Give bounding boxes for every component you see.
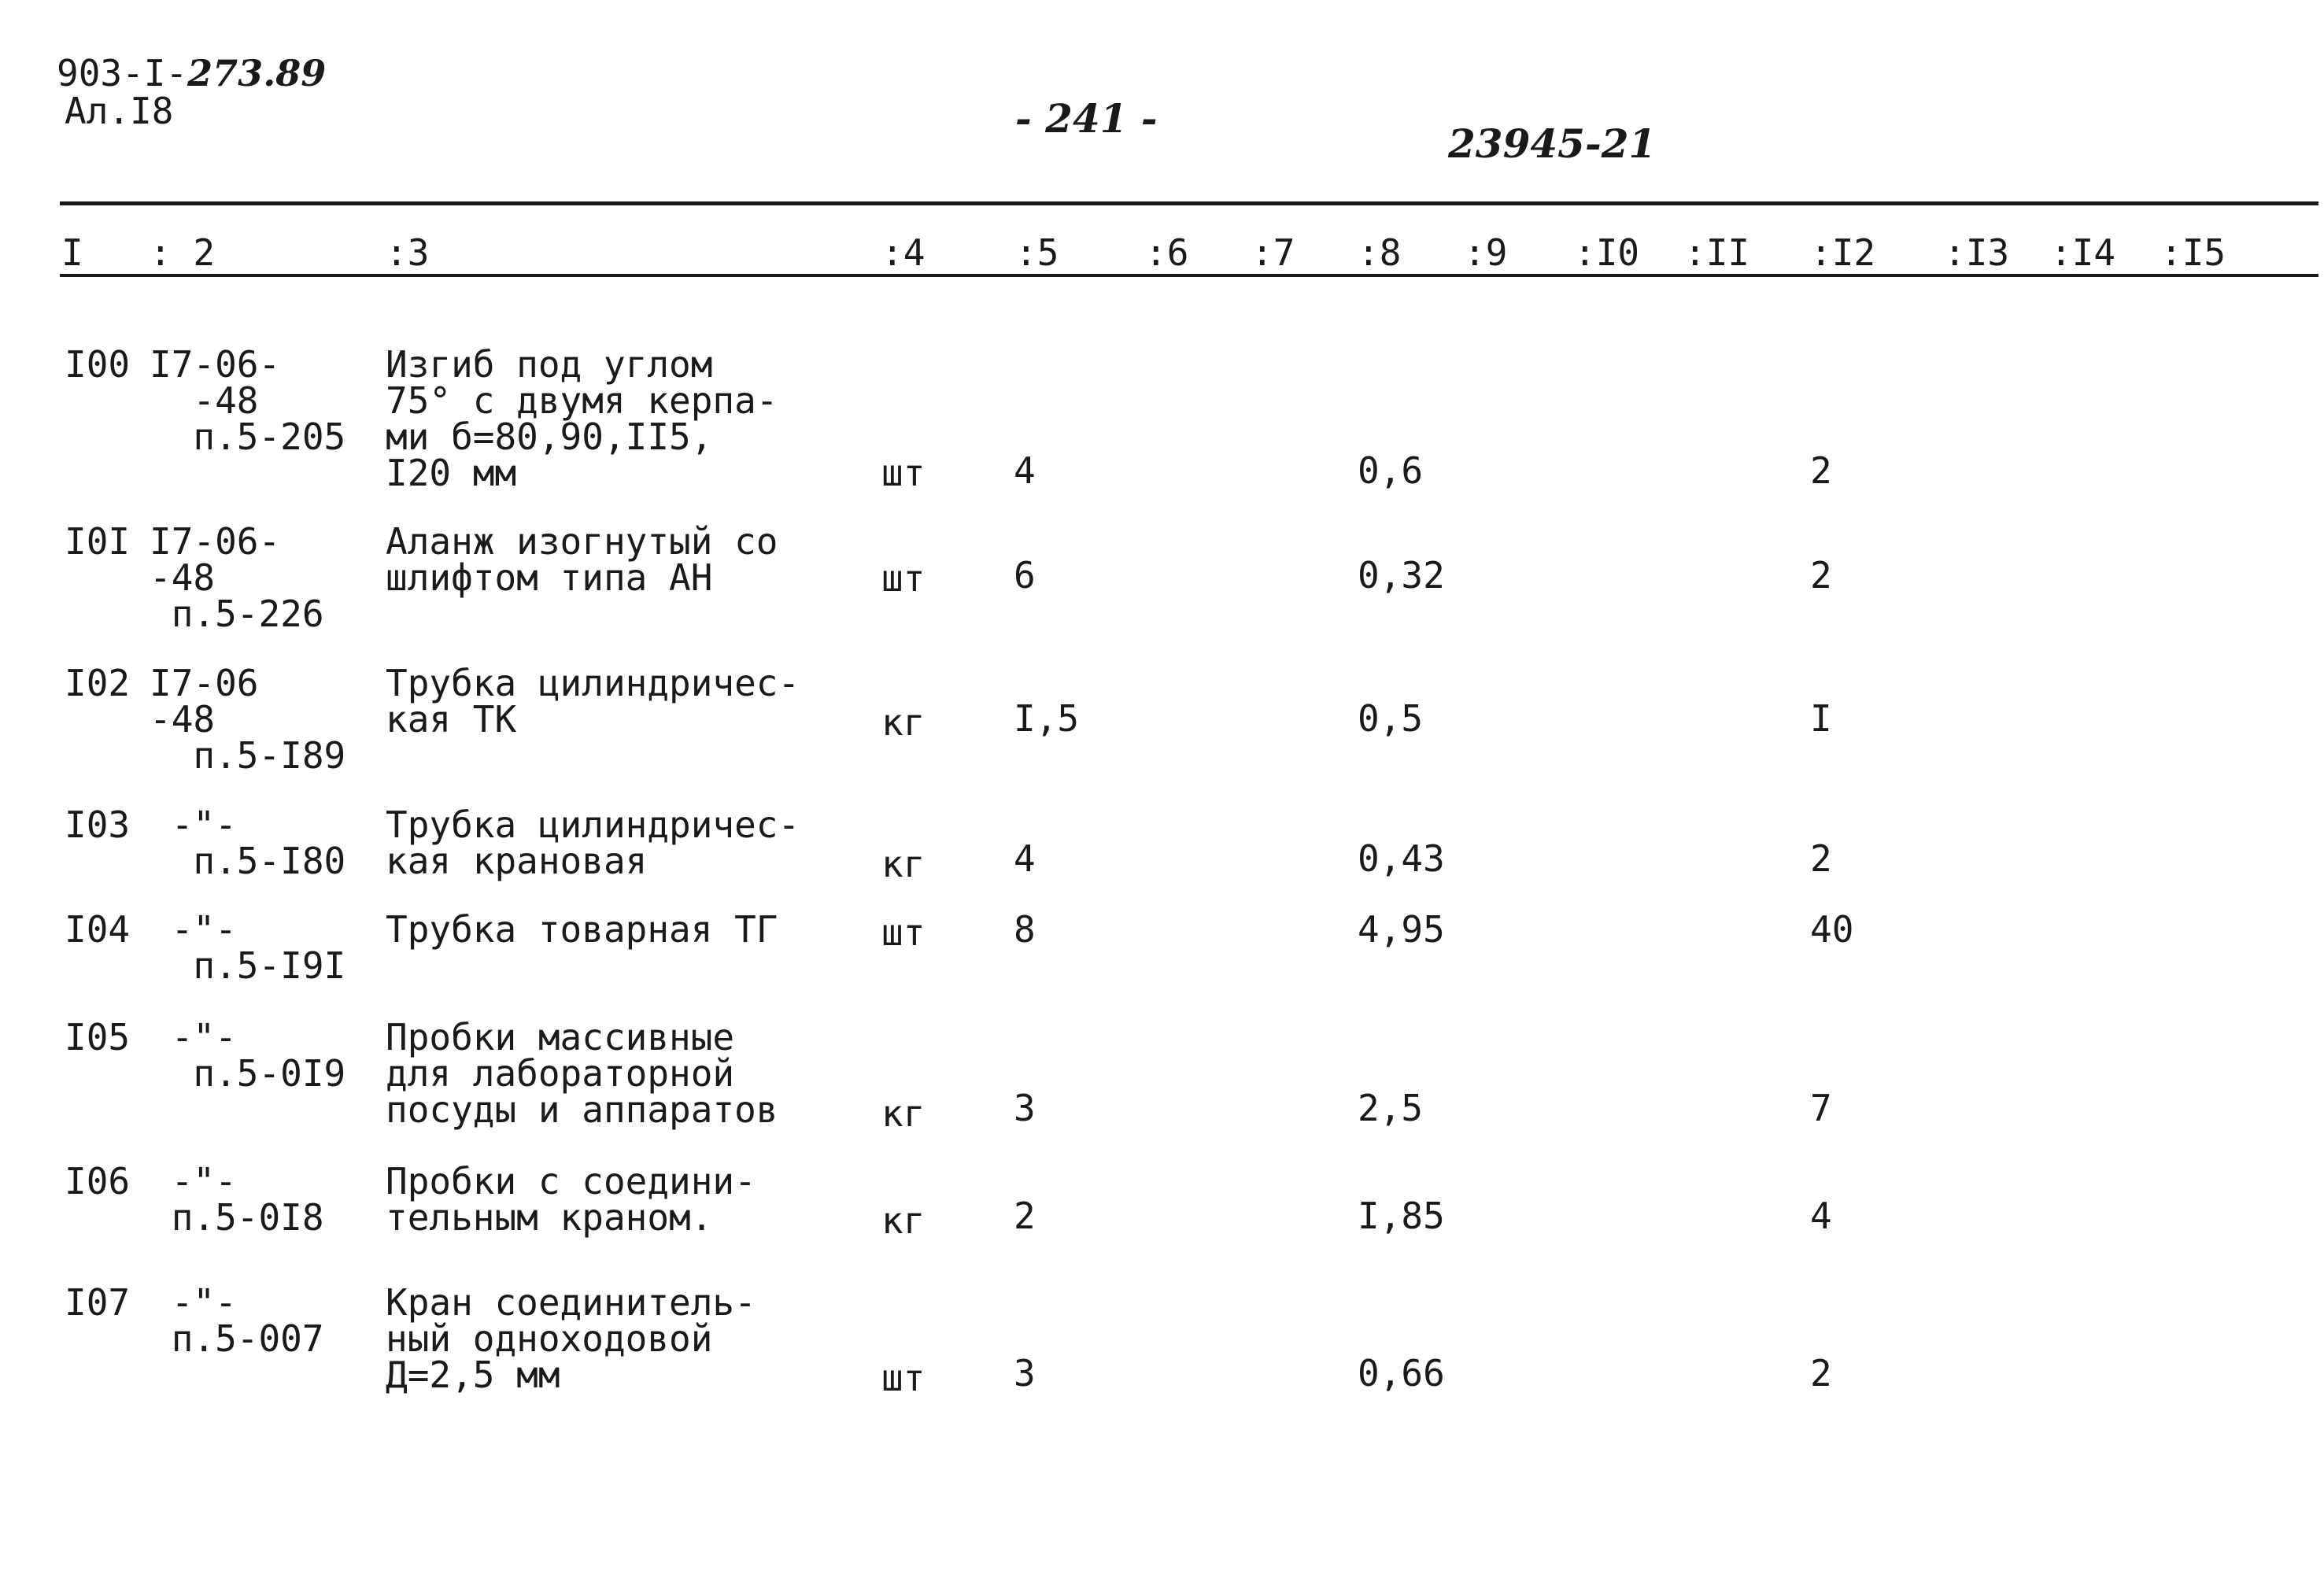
top-rule xyxy=(60,201,2318,205)
row-quantity: 4 xyxy=(1014,449,1036,492)
document-code xyxy=(57,52,327,94)
col-header-3: :3 xyxy=(386,231,430,274)
row-col12: 40 xyxy=(1810,908,1854,951)
row-reference: -"- п.5-007 xyxy=(171,1281,324,1360)
inventory-number: 23945-21 xyxy=(1448,120,1657,167)
row-reference: I7-06- -48 п.5-226 xyxy=(150,520,324,635)
row-unit: шт xyxy=(881,1357,926,1399)
row-reference: -"- п.5-I9I xyxy=(171,908,346,987)
col-header-2: : 2 xyxy=(150,231,216,274)
row-quantity: 2 xyxy=(1014,1195,1036,1237)
row-col8: 0,5 xyxy=(1358,697,1424,740)
row-col8: 0,43 xyxy=(1358,837,1445,880)
row-number: I0I xyxy=(65,520,131,563)
col-header-9: :9 xyxy=(1464,231,1508,274)
row-name: Кран соединитель- ный одноходовой Д=2,5 мм xyxy=(386,1281,756,1396)
row-col12: 2 xyxy=(1810,1352,1832,1394)
row-col8: 4,95 xyxy=(1358,908,1445,951)
row-col8: 0,6 xyxy=(1358,449,1424,492)
row-col8: I,85 xyxy=(1358,1195,1445,1237)
row-unit: шт xyxy=(881,452,926,494)
row-unit: кг xyxy=(881,843,926,885)
row-number: I05 xyxy=(65,1016,131,1058)
row-quantity: 8 xyxy=(1014,908,1036,951)
row-col12: 7 xyxy=(1810,1087,1832,1129)
page-number: - 241 - xyxy=(1015,95,1158,142)
row-reference: I7-06 -48 п.5-I89 xyxy=(150,662,346,777)
col-header-15: :I5 xyxy=(2160,231,2226,274)
row-unit: шт xyxy=(881,557,926,600)
row-quantity: 4 xyxy=(1014,837,1036,880)
row-name: Пробки с соедини- тельным краном. xyxy=(386,1160,756,1239)
row-number: I03 xyxy=(65,803,131,846)
row-number: I02 xyxy=(65,662,131,704)
row-quantity: 3 xyxy=(1014,1352,1036,1394)
row-col8: 0,66 xyxy=(1358,1352,1445,1394)
col-header-1: I xyxy=(61,231,83,274)
row-col12: 2 xyxy=(1810,449,1832,492)
row-col12: 4 xyxy=(1810,1195,1832,1237)
row-name: Изгиб под углом 75° с двумя керпа- ми б=80,90,II5, I20 мм xyxy=(386,343,778,494)
col-header-4: :4 xyxy=(881,231,926,274)
row-name: Трубка цилиндричес- кая ТК xyxy=(386,662,800,741)
row-unit: кг xyxy=(881,1092,926,1135)
col-header-7: :7 xyxy=(1251,231,1295,274)
row-number: I06 xyxy=(65,1160,131,1202)
col-header-8: :8 xyxy=(1358,231,1402,274)
header-rule xyxy=(60,274,2318,277)
col-header-13: :I3 xyxy=(1944,231,2010,274)
col-header-14: :I4 xyxy=(2050,231,2116,274)
row-col12: 2 xyxy=(1810,837,1832,880)
row-col8: 0,32 xyxy=(1358,554,1445,597)
row-name: Трубка цилиндричес- кая крановая xyxy=(386,803,800,882)
document-code-prefix: 903-I- xyxy=(57,52,188,94)
row-number: I07 xyxy=(65,1281,131,1324)
row-number: I04 xyxy=(65,908,131,951)
col-header-6: :6 xyxy=(1145,231,1189,274)
row-reference: -"- п.5-0I8 xyxy=(171,1160,324,1239)
sheet-label: Ал.I8 xyxy=(65,90,174,132)
document-code-handwritten: 273.89 xyxy=(187,52,327,94)
row-col12: 2 xyxy=(1810,554,1832,597)
row-unit: кг xyxy=(881,1199,926,1242)
row-name: Аланж изогнутый со шлифтом типа АН xyxy=(386,520,778,599)
row-col12: I xyxy=(1810,697,1832,740)
row-quantity: 6 xyxy=(1014,554,1036,597)
row-col8: 2,5 xyxy=(1358,1087,1424,1129)
row-name: Трубка товарная ТГ xyxy=(386,908,778,951)
row-unit: шт xyxy=(881,911,926,954)
col-header-12: :I2 xyxy=(1810,231,1876,274)
row-unit: кг xyxy=(881,701,926,744)
row-reference: -"- п.5-I80 xyxy=(171,803,346,882)
row-reference: I7-06- -48 п.5-205 xyxy=(150,343,346,458)
row-name: Пробки массивные для лабораторной посуды и аппаратов xyxy=(386,1016,778,1131)
col-header-10: :I0 xyxy=(1574,231,1640,274)
row-number: I00 xyxy=(65,343,131,386)
row-quantity: I,5 xyxy=(1014,697,1080,740)
col-header-5: :5 xyxy=(1015,231,1059,274)
col-header-11: :II xyxy=(1684,231,1750,274)
row-quantity: 3 xyxy=(1014,1087,1036,1129)
row-reference: -"- п.5-0I9 xyxy=(171,1016,346,1095)
